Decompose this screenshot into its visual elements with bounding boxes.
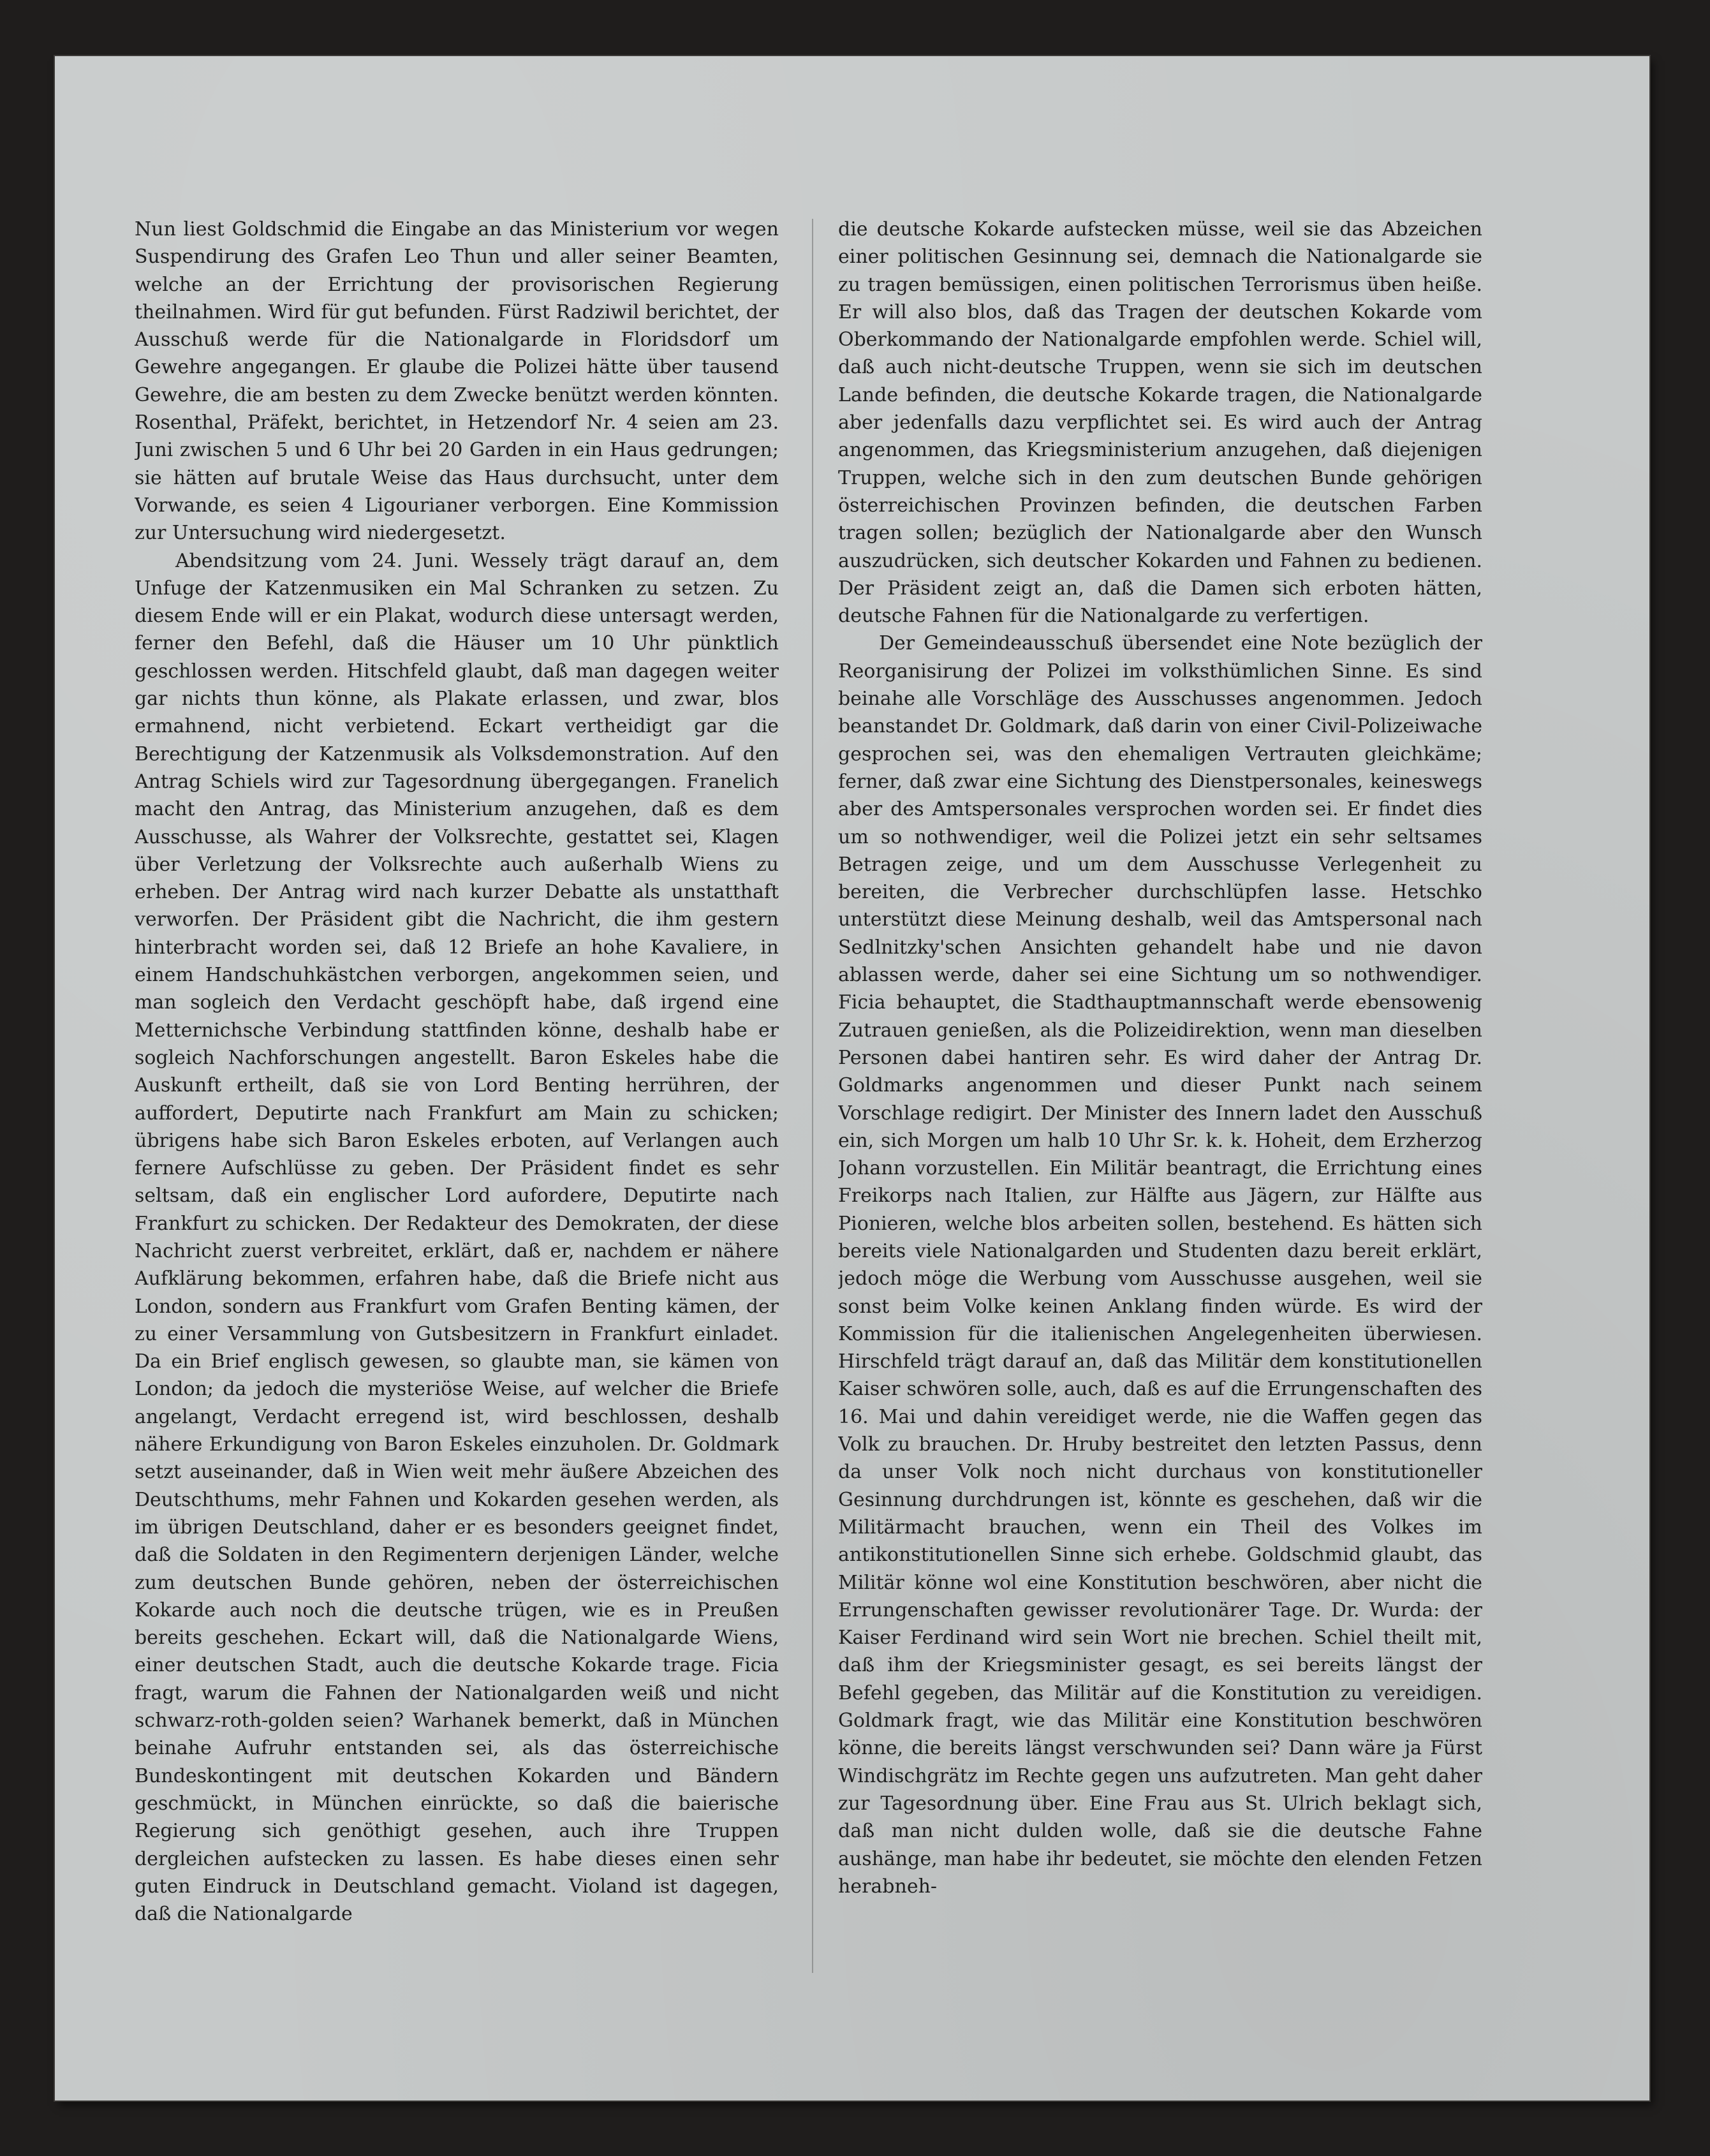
paragraph: Nun liest Goldschmid die Eingabe an das Ministerium vor wegen Suspendirung des Grafen Leo Thun und aller seiner Beamten, welche an der Errichtung der provisorischen Regierung theilnahmen. Wird für gut befunden. Fürst Radziwil berichtet, der Ausschuß werde für die Nationalgarde in Floridsdorf um Gewehre angegangen. Er glaube die Polizei hätte über tausend Gewehre, die am besten zu dem Zwecke benützt werden könnten. Rosenthal, Präfekt, berichtet, in Hetzendorf Nr. 4 seien am 23. Juni zwischen 5 und 6 Uhr bei 20 Garden in ein Haus gedrungen; sie hätten auf brutale Weise das Haus durchsucht, unter dem Vorwande, es seien 4 Ligourianer verborgen. Eine Kommission zur Untersuchung wird niedergesetzt. xyxy=(135,218,779,545)
paragraph: Abendsitzung vom 24. Juni. Wessely trägt darauf an, dem Unfuge der Katzenmusiken ein Mal Schranken zu setzen. Zu diesem Ende will er ein Plakat, wodurch diese untersagt werden, ferner den Befehl, daß die Häuser um 10 Uhr pünktlich geschlossen werden. Hitschfeld glaubt, daß man dagegen weiter gar nichts thun könne, als Plakate erlassen, und zwar, blos ermahnend, nicht verbietend. Eckart vertheidigt gar die Berechtigung der Katzenmusik als Volksdemonstration. Auf den Antrag Schiels wird zur Tagesordnung übergegangen. Franelich macht den Antrag, das Ministerium anzugehen, daß es dem Ausschusse, als Wahrer der Volksrechte, gestattet sei, Klagen über Verletzung der Volksrechte auch außerhalb Wiens zu erheben. Der Antrag wird nach kurzer Debatte als unstatthaft verworfen. Der Präsident gibt die Nachricht, die ihm gestern hinterbracht worden sei, daß 12 Briefe an hohe Kavaliere, in einem Handschuhkästchen verborgen, angekommen seien, und man sogleich den Verdacht geschöpft habe, daß irgend eine Metternichsche Verbindung stattfinden könne, deshalb habe er sogleich Nachforschungen angestellt. Baron Eskeles habe die Auskunft ertheilt, daß sie von Lord Benting herrühren, der auffordert, Deputirte nach Frankfurt am Main zu schicken; übrigens habe sich Baron Eskeles erboten, auf Verlangen auch fernere Aufschlüsse zu geben. Der Präsident findet es sehr seltsam, daß ein englischer Lord aufordere, Deputirte nach Frankfurt zu schicken. Der Redakteur des Demokraten, der diese Nachricht zuerst verbreitet, erklärt, daß er, nachdem er nähere Aufklärung bekommen, erfahren habe, daß die Briefe nicht aus London, sondern aus Frankfurt vom Grafen Benting kämen, der zu einer Versammlung von Gutsbesitzern in Frankfurt einladet. Da ein Brief englisch gewesen, so glaubte man, sie kämen von London; da jedoch die mysteriöse Weise, auf welcher die Briefe angelangt, Verdacht erregend ist, wird beschlossen, deshalb nähere Erkundigung von Baron Eskeles einzuholen. Dr. Goldmark setzt auseinander, daß in Wien weit mehr äußere Abzeichen des Deutschthums, mehr Fahnen und Kokarden gesehen werden, als im übrigen Deutschland, daher er es besonders geeignet findet, daß die Soldaten in den Regimentern derjenigen Länder, welche zum deutschen Bunde gehören, neben der österreichischen Kokarde auch noch die deutsche trügen, wie es in Preußen bereits geschehen. Eckart will, daß die Nationalgarde Wiens, einer deutschen Stadt, auch die deutsche Kokarde trage. Ficia fragt, warum die Fahnen der Nationalgarden weiß und nicht schwarz-roth-golden seien? Warhanek bemerkt, daß in München beinahe Aufruhr entstanden sei, als das österreichische Bundeskontingent mit deutschen Kokarden und Bändern geschmückt, in München einrückte, so daß die baierische Regierung sich genöthigt gesehen, auch ihre Truppen dergleichen aufstecken zu lassen. Es habe dieses einen sehr guten Eindruck in Deutschland gemacht. Violand ist dagegen, daß die Nationalgarde xyxy=(135,549,779,1926)
text-column-left xyxy=(135,216,779,1976)
text-column-right xyxy=(838,216,1482,1976)
column-divider xyxy=(812,219,813,1973)
newspaper-page xyxy=(55,56,1649,2101)
paragraph: die deutsche Kokarde aufstecken müsse, weil sie das Abzeichen einer politischen Gesinnung sei, demnach die Nationalgarde sie zu tragen bemüssigen, einen politischen Terrorismus üben heiße. Er will also blos, daß das Tragen der deutschen Kokarde vom Oberkommando der Nationalgarde empfohlen werde. Schiel will, daß auch nicht-deutsche Truppen, wenn sie sich im deutschen Lande befinden, die deutsche Kokarde tragen, die Nationalgarde aber jedenfalls dazu verpflichtet sei. Es wird auch der Antrag angenommen, das Kriegsministerium anzugehen, daß diejenigen Truppen, welche sich in den zum deutschen Bunde gehörigen österreichischen Provinzen befinden, die deutschen Farben tragen sollen; bezüglich der Nationalgarde aber den Wunsch auszudrücken, sich deutscher Kokarden und Fahnen zu bedienen. Der Präsident zeigt an, daß die Damen sich erboten hätten, deutsche Fahnen für die Nationalgarde zu verfertigen. xyxy=(838,218,1482,628)
paragraph: Der Gemeindeausschuß übersendet eine Note bezüglich der Reorganisirung der Polizei im volksthümlichen Sinne. Es sind beinahe alle Vorschläge des Ausschusses angenommen. Jedoch beanstandet Dr. Goldmark, daß darin von einer Civil-Polizeiwache gesprochen sei, was den ehemaligen Vertrauten gleichkäme; ferner, daß zwar eine Sichtung des Dienstpersonales, keineswegs aber des Amtspersonales versprochen worden sei. Er findet dies um so nothwendiger, weil die Polizei jetzt ein sehr seltsames Betragen zeige, und um dem Ausschusse Verlegenheit zu bereiten, die Verbrecher durchschlüpfen lasse. Hetschko unterstützt diese Meinung deshalb, weil das Amtspersonal nach Sedlnitzky'schen Ansichten gehandelt habe und nie davon ablassen werde, daher sei eine Sichtung um so nothwendiger. Ficia behauptet, die Stadthauptmannschaft werde ebensowenig Zutrauen genießen, als die Polizeidirektion, wenn man dieselben Personen dabei hantiren sehr. Es wird daher der Antrag Dr. Goldmarks angenommen und dieser Punkt nach seinem Vorschlage redigirt. Der Minister des Innern ladet den Ausschuß ein, sich Morgen um halb 10 Uhr Sr. k. k. Hoheit, dem Erzherzog Johann vorzustellen. Ein Militär beantragt, die Errichtung eines Freikorps nach Italien, zur Hälfte aus Jägern, zur Hälfte aus Pionieren, welche blos arbeiten sollen, bestehend. Es hätten sich bereits viele Nationalgarden und Studenten dazu bereit erklärt, jedoch möge die Werbung vom Ausschusse ausgehen, weil sie sonst beim Volke keinen Anklang finden würde. Es wird der Kommission für die italienischen Angelegenheiten überwiesen. Hirschfeld trägt darauf an, daß das Militär dem konstitutionellen Kaiser schwören solle, auch, daß es auf die Errungenschaften des 16. Mai und dahin vereidiget werde, nie die Waffen gegen das Volk zu brauchen. Dr. Hruby bestreitet den letzten Passus, denn da unser Volk noch nicht durchaus von konstitutioneller Gesinnung durchdrungen ist, könnte es geschehen, daß wir die Militärmacht brauchen, wenn ein Theil des Volkes im antikonstitutionellen Sinne sich erhebe. Goldschmid glaubt, das Militär könne wol eine Konstitution beschwören, aber nicht die Errungenschaften gewisser revolutionärer Tage. Dr. Wurda: der Kaiser Ferdinand wird sein Wort nie brechen. Schiel theilt mit, daß ihm der Kriegsminister gesagt, es sei bereits längst der Befehl gegeben, das Militär auf die Konstitution zu vereidigen. Goldmark fragt, wie das Militär eine Konstitution beschwören könne, die bereits längst verschwunden sei? Dann wäre ja Fürst Windischgrätz im Rechte gegen uns aufzutreten. Man geht daher zur Tagesordnung über. Eine Frau aus St. Ulrich beklagt sich, daß man nicht dulden wolle, daß sie die deutsche Fahne aushänge, man habe ihr bedeutet, sie möchte den elenden Fetzen herabneh- xyxy=(838,632,1482,1898)
